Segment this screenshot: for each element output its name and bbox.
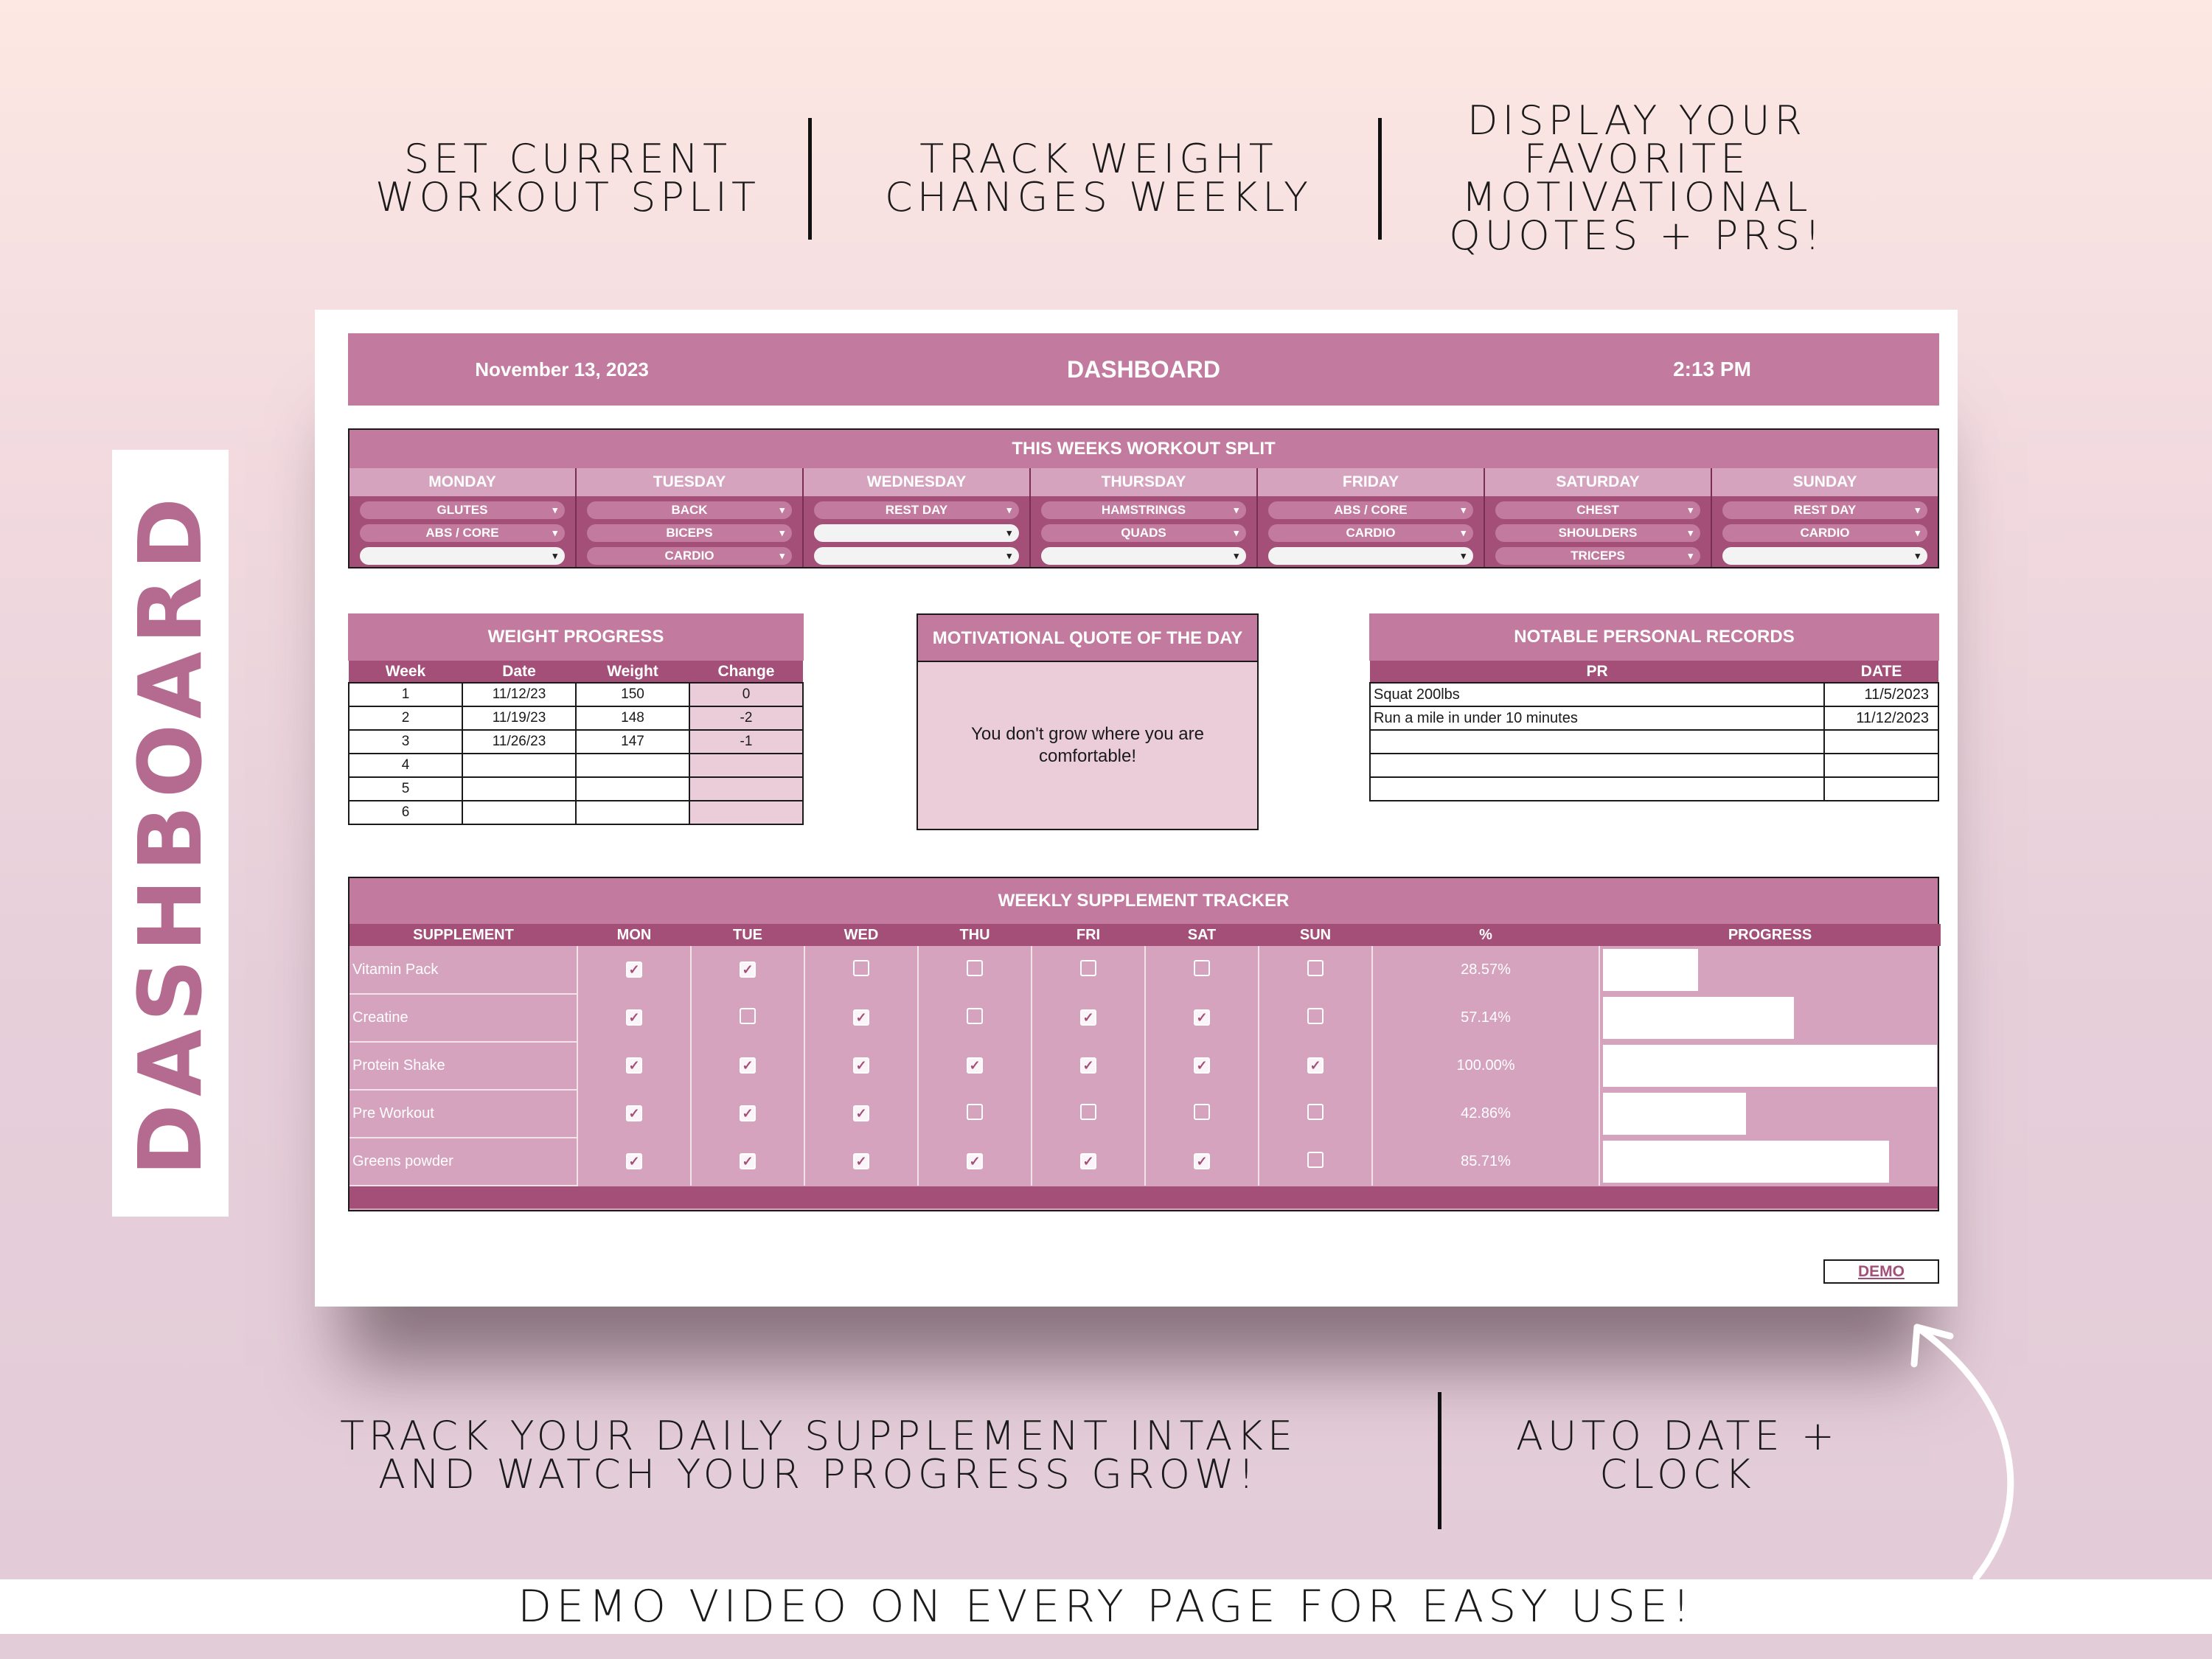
column-header: Date (462, 661, 576, 683)
quote-title: MOTIVATIONAL QUOTE OF THE DAY (918, 615, 1257, 662)
personal-records-title: NOTABLE PERSONAL RECORDS (1369, 613, 1939, 661)
checkbox[interactable]: ✓ (626, 961, 642, 978)
table-cell[interactable]: 2 (349, 706, 462, 730)
table-cell[interactable] (1824, 730, 1938, 754)
quote-text[interactable]: You don't grow where you are comfortable! (918, 662, 1257, 829)
column-header: PROGRESS (1599, 924, 1941, 946)
table-cell[interactable]: 148 (576, 706, 689, 730)
checkbox[interactable]: ✓ (1307, 1057, 1324, 1074)
check-cell (1145, 946, 1259, 994)
divider (1378, 118, 1382, 240)
chevron-down-icon: ▾ (1234, 550, 1239, 561)
current-date: November 13, 2023 (475, 358, 649, 380)
check-cell (1032, 1138, 1145, 1186)
workout-select-value: REST DAY (1793, 503, 1857, 517)
table-cell[interactable]: 150 (576, 683, 689, 706)
table-cell[interactable]: 1 (349, 683, 462, 706)
table-cell[interactable] (576, 777, 689, 801)
check-cell (691, 946, 804, 994)
divider (808, 118, 812, 240)
chevron-down-icon: ▾ (552, 504, 557, 515)
check-cell (1032, 1042, 1145, 1090)
chevron-down-icon: ▾ (1915, 527, 1920, 538)
checkbox[interactable] (1307, 1104, 1324, 1120)
progress-bar (1603, 997, 1794, 1039)
progress-bar (1603, 1093, 1746, 1135)
day-label: SATURDAY (1485, 468, 1711, 496)
checkbox[interactable]: ✓ (853, 1057, 869, 1074)
table-row (349, 1090, 1941, 1138)
checkbox[interactable]: ✓ (967, 1153, 983, 1169)
supplement-footer-bar (349, 1186, 1938, 1208)
column-header: Change (689, 661, 803, 683)
checkbox[interactable] (967, 1008, 983, 1024)
day-label: TUESDAY (577, 468, 802, 496)
check-cell (1032, 946, 1145, 994)
table-cell[interactable] (1370, 730, 1824, 754)
supplement-tracker-title: WEEKLY SUPPLEMENT TRACKER (349, 878, 1938, 924)
check-cell (804, 946, 918, 994)
supplement-name: Creatine (349, 994, 577, 1042)
column-header: WED (804, 924, 918, 946)
progress-cell (1599, 946, 1941, 994)
workout-select[interactable] (1268, 501, 1473, 519)
workout-select-value: CHEST (1576, 503, 1619, 517)
check-cell (577, 1042, 691, 1090)
table-cell[interactable]: 0 (689, 683, 803, 706)
column-header: Week (349, 661, 462, 683)
checkbox[interactable] (967, 960, 983, 976)
workout-select[interactable] (360, 501, 565, 519)
table-cell[interactable] (462, 801, 576, 824)
feature-auto-date-clock: AUTO DATE + CLOCK (1515, 1413, 1839, 1498)
workout-select[interactable] (1041, 524, 1246, 542)
checkbox[interactable]: ✓ (1194, 1153, 1210, 1169)
table-row (349, 1138, 1941, 1186)
checkbox[interactable] (1194, 1104, 1210, 1120)
feature-quotes-prs: DISPLAY YOUR FAVORITE MOTIVATIONAL QUOTES + PRS! (1449, 97, 1825, 259)
supplement-name: Protein Shake (349, 1042, 577, 1090)
checkbox[interactable]: ✓ (740, 1105, 756, 1121)
checkbox[interactable]: ✓ (853, 1153, 869, 1169)
workout-select[interactable] (1268, 524, 1473, 542)
check-cell (1259, 1042, 1372, 1090)
table-row (349, 706, 803, 730)
percent-cell: 85.71% (1372, 1138, 1599, 1186)
check-cell (577, 1090, 691, 1138)
workout-select[interactable] (1495, 524, 1700, 542)
dashboard-title: DASHBOARD (1067, 356, 1220, 383)
side-label-tag (112, 450, 229, 1217)
checkbox[interactable]: ✓ (1080, 1153, 1096, 1169)
split-day-thursday (1029, 468, 1256, 567)
checkbox[interactable]: ✓ (1194, 1057, 1210, 1074)
column-header: THU (918, 924, 1032, 946)
table-row (349, 730, 803, 754)
checkbox[interactable]: ✓ (1194, 1009, 1210, 1026)
workout-select[interactable] (1722, 524, 1927, 542)
checkbox[interactable] (853, 960, 869, 976)
progress-bar (1603, 1045, 1937, 1087)
workout-split-title: THIS WEEKS WORKOUT SPLIT (349, 430, 1938, 468)
chevron-down-icon: ▾ (1006, 527, 1012, 538)
table-cell[interactable] (689, 777, 803, 801)
checkbox[interactable]: ✓ (626, 1057, 642, 1074)
supplement-tracker-panel (348, 877, 1939, 1211)
bottom-banner: DEMO VIDEO ON EVERY PAGE FOR EASY USE! (0, 1579, 2212, 1634)
curved-arrow-icon (1888, 1312, 2035, 1585)
workout-select-value: QUADS (1121, 526, 1166, 540)
checkbox[interactable] (1307, 960, 1324, 976)
table-cell[interactable] (576, 754, 689, 777)
table-cell[interactable]: 11/5/2023 (1824, 683, 1938, 706)
column-header: TUE (691, 924, 804, 946)
column-header: PR (1370, 661, 1824, 683)
workout-select[interactable] (1722, 547, 1927, 565)
workout-select-value: TRICEPS (1571, 549, 1625, 563)
checkbox[interactable] (967, 1104, 983, 1120)
workout-select[interactable] (360, 547, 565, 565)
check-cell (804, 1090, 918, 1138)
chevron-down-icon: ▾ (552, 527, 557, 538)
dashboard-screenshot (315, 310, 1958, 1307)
table-cell[interactable] (462, 777, 576, 801)
table-row (349, 994, 1941, 1042)
supplement-name: Greens powder (349, 1138, 577, 1186)
column-header: Weight (576, 661, 689, 683)
checkbox[interactable]: ✓ (1080, 1057, 1096, 1074)
check-cell (918, 1042, 1032, 1090)
checkbox[interactable]: ✓ (853, 1105, 869, 1121)
table-cell[interactable]: 11/12/23 (462, 683, 576, 706)
split-day-saturday (1484, 468, 1711, 567)
column-header: % (1372, 924, 1599, 946)
table-cell[interactable]: Run a mile in under 10 minutes (1370, 706, 1824, 730)
day-label: SUNDAY (1712, 468, 1938, 496)
workout-select[interactable] (1722, 501, 1927, 519)
workout-select-value: ABS / CORE (425, 526, 499, 540)
check-cell (804, 994, 918, 1042)
personal-records-panel (1369, 613, 1939, 801)
workout-select-value: CARDIO (664, 549, 714, 563)
chevron-down-icon: ▾ (1461, 504, 1466, 515)
personal-records-table (1369, 661, 1939, 801)
workout-select-value: ABS / CORE (1334, 503, 1408, 517)
check-cell (691, 994, 804, 1042)
table-cell[interactable] (689, 754, 803, 777)
checkbox[interactable]: ✓ (740, 1057, 756, 1074)
workout-split-grid (349, 468, 1938, 567)
dashboard-header (348, 333, 1939, 406)
split-day-sunday (1711, 468, 1938, 567)
chevron-down-icon: ▾ (1688, 527, 1693, 538)
check-cell (577, 1138, 691, 1186)
table-row (349, 777, 803, 801)
workout-select[interactable] (814, 524, 1019, 542)
workout-select-value: HAMSTRINGS (1101, 503, 1186, 517)
checkbox[interactable] (1307, 1008, 1324, 1024)
supplement-name: Pre Workout (349, 1090, 577, 1138)
chevron-down-icon: ▾ (779, 527, 785, 538)
current-time: 2:13 PM (1673, 358, 1751, 380)
check-cell (577, 946, 691, 994)
workout-select[interactable] (587, 524, 792, 542)
table-row (1370, 777, 1938, 801)
weight-progress-title: WEIGHT PROGRESS (348, 613, 804, 661)
table-row (349, 683, 803, 706)
workout-select[interactable] (814, 547, 1019, 565)
divider (1438, 1392, 1441, 1529)
workout-select-value: REST DAY (885, 503, 948, 517)
table-cell[interactable] (462, 754, 576, 777)
check-cell (691, 1138, 804, 1186)
table-cell[interactable] (1824, 754, 1938, 777)
workout-select-value: CARDIO (1346, 526, 1396, 540)
workout-select-value: GLUTES (437, 503, 488, 517)
day-label: THURSDAY (1031, 468, 1256, 496)
split-day-tuesday (575, 468, 802, 567)
check-cell (1259, 1138, 1372, 1186)
table-row (1370, 730, 1938, 754)
workout-select[interactable] (1041, 547, 1246, 565)
check-cell (691, 1042, 804, 1090)
check-cell (1259, 946, 1372, 994)
table-cell[interactable]: -2 (689, 706, 803, 730)
progress-cell (1599, 1138, 1941, 1186)
feature-workout-split: SET CURRENT WORKOUT SPLIT (375, 136, 760, 220)
column-header: DATE (1824, 661, 1938, 683)
table-cell[interactable] (1824, 777, 1938, 801)
chevron-down-icon: ▾ (552, 550, 557, 561)
chevron-down-icon: ▾ (1688, 504, 1693, 515)
workout-select[interactable] (1268, 547, 1473, 565)
chevron-down-icon: ▾ (1915, 550, 1920, 561)
table-cell[interactable]: 4 (349, 754, 462, 777)
progress-cell (1599, 1042, 1941, 1090)
check-cell (1259, 1090, 1372, 1138)
chevron-down-icon: ▾ (779, 504, 785, 515)
checkbox[interactable] (1080, 1104, 1096, 1120)
table-cell[interactable] (1370, 754, 1824, 777)
workout-select[interactable] (587, 501, 792, 519)
chevron-down-icon: ▾ (1915, 504, 1920, 515)
table-cell[interactable]: 11/12/2023 (1824, 706, 1938, 730)
chevron-down-icon: ▾ (1688, 550, 1693, 561)
chevron-down-icon: ▾ (779, 550, 785, 561)
feature-supplement-intake: TRACK YOUR DAILY SUPPLEMENT INTAKE AND WATCH YOUR PROGRESS GROW! (340, 1413, 1297, 1498)
weight-table (348, 661, 804, 825)
day-label: FRIDAY (1258, 468, 1484, 496)
chevron-down-icon: ▾ (1461, 550, 1466, 561)
quote-panel (917, 613, 1259, 830)
weight-progress-panel (348, 613, 804, 825)
progress-bar (1603, 1141, 1889, 1183)
day-label: WEDNESDAY (804, 468, 1029, 496)
day-label: MONDAY (349, 468, 575, 496)
table-cell[interactable]: 6 (349, 801, 462, 824)
table-row (349, 1042, 1941, 1090)
table-cell[interactable] (689, 801, 803, 824)
column-header: MON (577, 924, 691, 946)
table-row (349, 801, 803, 824)
checkbox[interactable]: ✓ (1080, 1009, 1096, 1026)
checkbox[interactable]: ✓ (626, 1105, 642, 1121)
table-row (1370, 706, 1938, 730)
column-header: SUPPLEMENT (349, 924, 577, 946)
check-cell (1145, 994, 1259, 1042)
workout-select[interactable] (587, 547, 792, 565)
table-cell[interactable]: 11/26/23 (462, 730, 576, 754)
percent-cell: 57.14% (1372, 994, 1599, 1042)
table-cell[interactable]: 147 (576, 730, 689, 754)
check-cell (1145, 1042, 1259, 1090)
check-cell (804, 1042, 918, 1090)
check-cell (1259, 994, 1372, 1042)
percent-cell: 100.00% (1372, 1042, 1599, 1090)
table-cell[interactable] (576, 801, 689, 824)
check-cell (577, 994, 691, 1042)
checkbox[interactable] (1080, 960, 1096, 976)
table-cell[interactable]: Squat 200lbs (1370, 683, 1824, 706)
table-row (1370, 754, 1938, 777)
checkbox[interactable]: ✓ (740, 961, 756, 978)
chevron-down-icon: ▾ (1234, 527, 1239, 538)
workout-select[interactable] (360, 524, 565, 542)
workout-select-value: BACK (671, 503, 708, 517)
workout-select[interactable] (1495, 547, 1700, 565)
check-cell (1145, 1090, 1259, 1138)
table-cell[interactable]: 11/19/23 (462, 706, 576, 730)
check-cell (1145, 1138, 1259, 1186)
check-cell (1032, 994, 1145, 1042)
workout-select-value: SHOULDERS (1558, 526, 1638, 540)
table-cell[interactable]: 5 (349, 777, 462, 801)
table-row (349, 754, 803, 777)
chevron-down-icon: ▾ (1006, 504, 1012, 515)
workout-select-value: BICEPS (666, 526, 713, 540)
checkbox[interactable]: ✓ (853, 1009, 869, 1026)
check-cell (691, 1090, 804, 1138)
chevron-down-icon: ▾ (1006, 550, 1012, 561)
table-row (349, 946, 1941, 994)
check-cell (918, 1090, 1032, 1138)
column-header: FRI (1032, 924, 1145, 946)
table-cell[interactable]: -1 (689, 730, 803, 754)
supplement-name: Vitamin Pack (349, 946, 577, 994)
split-day-wednesday (802, 468, 1029, 567)
feature-weight-changes: TRACK WEIGHT CHANGES WEEKLY (885, 136, 1312, 220)
check-cell (1032, 1090, 1145, 1138)
chevron-down-icon: ▾ (1461, 527, 1466, 538)
column-header: SUN (1259, 924, 1372, 946)
side-label: DASHBOARD (119, 490, 221, 1177)
workout-select[interactable] (814, 501, 1019, 519)
progress-cell (1599, 994, 1941, 1042)
supplement-table (349, 924, 1941, 1186)
checkbox[interactable] (740, 1008, 756, 1024)
checkbox[interactable]: ✓ (967, 1057, 983, 1074)
check-cell (804, 1138, 918, 1186)
split-day-monday (349, 468, 575, 567)
table-cell[interactable] (1370, 777, 1824, 801)
table-cell[interactable]: 3 (349, 730, 462, 754)
column-header: SAT (1145, 924, 1259, 946)
progress-bar (1603, 949, 1698, 991)
table-row (1370, 683, 1938, 706)
checkbox[interactable]: ✓ (626, 1153, 642, 1169)
check-cell (918, 946, 1032, 994)
demo-button[interactable]: DEMO (1823, 1259, 1939, 1284)
checkbox[interactable] (1194, 960, 1210, 976)
split-day-friday (1256, 468, 1484, 567)
percent-cell: 42.86% (1372, 1090, 1599, 1138)
workout-split-panel (348, 428, 1939, 568)
workout-select[interactable] (1495, 501, 1700, 519)
check-cell (918, 994, 1032, 1042)
percent-cell: 28.57% (1372, 946, 1599, 994)
chevron-down-icon: ▾ (1234, 504, 1239, 515)
progress-cell (1599, 1090, 1941, 1138)
checkbox[interactable]: ✓ (626, 1009, 642, 1026)
checkbox[interactable]: ✓ (740, 1153, 756, 1169)
checkbox[interactable] (1307, 1152, 1324, 1168)
check-cell (918, 1138, 1032, 1186)
workout-select[interactable] (1041, 501, 1246, 519)
workout-select-value: CARDIO (1800, 526, 1850, 540)
